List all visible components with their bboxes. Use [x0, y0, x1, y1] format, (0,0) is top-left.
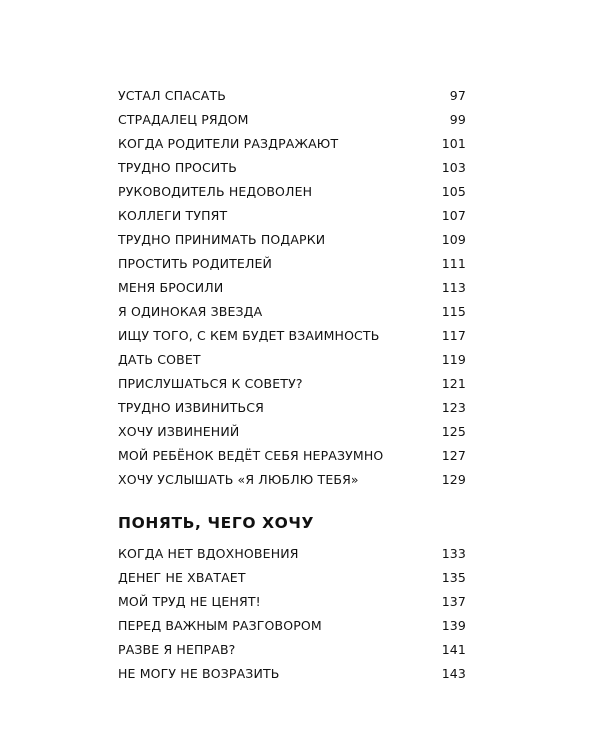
toc-entry-title: ТРУДНО ПРОСИТЬ	[118, 160, 237, 175]
toc-entry	[118, 566, 466, 590]
toc-entry	[118, 84, 466, 108]
toc-entry-title: Я ОДИНОКАЯ ЗВЕЗДА	[118, 304, 263, 319]
toc-entry	[118, 662, 466, 686]
toc-entry	[118, 108, 466, 132]
toc-entry-page: 115	[441, 304, 466, 319]
toc-entry	[118, 300, 466, 324]
toc-entry-title: НЕ МОГУ НЕ ВОЗРАЗИТЬ	[118, 666, 280, 681]
toc-entry-page: 107	[441, 208, 466, 223]
toc-entry	[118, 132, 466, 156]
toc-entry-title: МОЙ РЕБЁНОК ВЕДЁТ СЕБЯ НЕРАЗУМНО	[118, 448, 384, 463]
toc-entry-title: УСТАЛ СПАСАТЬ	[118, 88, 227, 103]
toc-entry-page: 111	[441, 256, 466, 271]
toc-entry	[118, 420, 466, 444]
toc-entry-title: ХОЧУ УСЛЫШАТЬ «Я ЛЮБЛЮ ТЕБЯ»	[118, 472, 359, 487]
toc-entry-title: КОГДА РОДИТЕЛИ РАЗДРАЖАЮТ	[118, 136, 339, 151]
toc-entry-title: КОЛЛЕГИ ТУПЯТ	[118, 208, 228, 223]
toc-entry	[118, 444, 466, 468]
toc-entry-page: 125	[441, 424, 466, 439]
toc-entry-title: ПЕРЕД ВАЖНЫМ РАЗГОВОРОМ	[118, 618, 322, 633]
toc-entry	[118, 180, 466, 204]
toc-entry-title: ДАТЬ СОВЕТ	[118, 352, 201, 367]
toc-entry	[118, 156, 466, 180]
toc-entry	[118, 396, 466, 420]
toc-entry-page: 103	[441, 160, 466, 175]
section-heading: ПОНЯТЬ, ЧЕГО ХОЧУ	[118, 514, 315, 532]
toc-entry-page: 101	[441, 136, 466, 151]
toc-entry	[118, 228, 466, 252]
toc-entry-title: ПРОСТИТЬ РОДИТЕЛЕЙ	[118, 256, 273, 271]
toc-entry-page: 129	[441, 472, 466, 487]
toc-entry-page: 119	[441, 352, 466, 367]
toc-entry-page: 97	[449, 88, 466, 103]
toc-entry-title: РУКОВОДИТЕЛЬ НЕДОВОЛЕН	[118, 184, 313, 199]
toc-list-part-1	[118, 84, 466, 492]
toc-entry-page: 139	[441, 618, 466, 633]
toc-entry-page: 121	[441, 376, 466, 391]
toc-entry	[118, 324, 466, 348]
toc-entry-page: 117	[441, 328, 466, 343]
toc-entry-title: ТРУДНО ПРИНИМАТЬ ПОДАРКИ	[118, 232, 326, 247]
toc-entry-title: ДЕНЕГ НЕ ХВАТАЕТ	[118, 570, 246, 585]
toc-entry-title: ПРИСЛУШАТЬСЯ К СОВЕТУ?	[118, 376, 303, 391]
toc-entry-page: 105	[441, 184, 466, 199]
toc-entry	[118, 614, 466, 638]
toc-entry-page: 135	[441, 570, 466, 585]
toc-entry-title: ТРУДНО ИЗВИНИТЬСЯ	[118, 400, 264, 415]
toc-entry-page: 99	[449, 112, 466, 127]
toc-entry-page: 113	[441, 280, 466, 295]
toc-entry	[118, 542, 466, 566]
toc-entry-page: 137	[441, 594, 466, 609]
toc-entry	[118, 372, 466, 396]
toc-entry-page: 141	[441, 642, 466, 657]
toc-entry-page: 123	[441, 400, 466, 415]
toc-list-part-2	[118, 542, 466, 686]
toc-entry-title: КОГДА НЕТ ВДОХНОВЕНИЯ	[118, 546, 299, 561]
toc-entry-title: РАЗВЕ Я НЕПРАВ?	[118, 642, 236, 657]
toc-entry-title: ИЩУ ТОГО, С КЕМ БУДЕТ ВЗАИМНОСТЬ	[118, 328, 380, 343]
toc-entry	[118, 590, 466, 614]
toc-entry-title: ХОЧУ ИЗВИНЕНИЙ	[118, 424, 240, 439]
toc-entry-page: 143	[441, 666, 466, 681]
toc-entry-title: СТРАДАЛЕЦ РЯДОМ	[118, 112, 249, 127]
toc-entry	[118, 252, 466, 276]
toc-entry-title: МЕНЯ БРОСИЛИ	[118, 280, 224, 295]
toc-entry-page: 127	[441, 448, 466, 463]
toc-entry	[118, 276, 466, 300]
toc-entry-title: МОЙ ТРУД НЕ ЦЕНЯТ!	[118, 594, 261, 609]
toc-entry-page: 133	[441, 546, 466, 561]
toc-entry	[118, 348, 466, 372]
toc-entry	[118, 638, 466, 662]
toc-entry-page: 109	[441, 232, 466, 247]
toc-entry	[118, 204, 466, 228]
toc-entry	[118, 468, 466, 492]
